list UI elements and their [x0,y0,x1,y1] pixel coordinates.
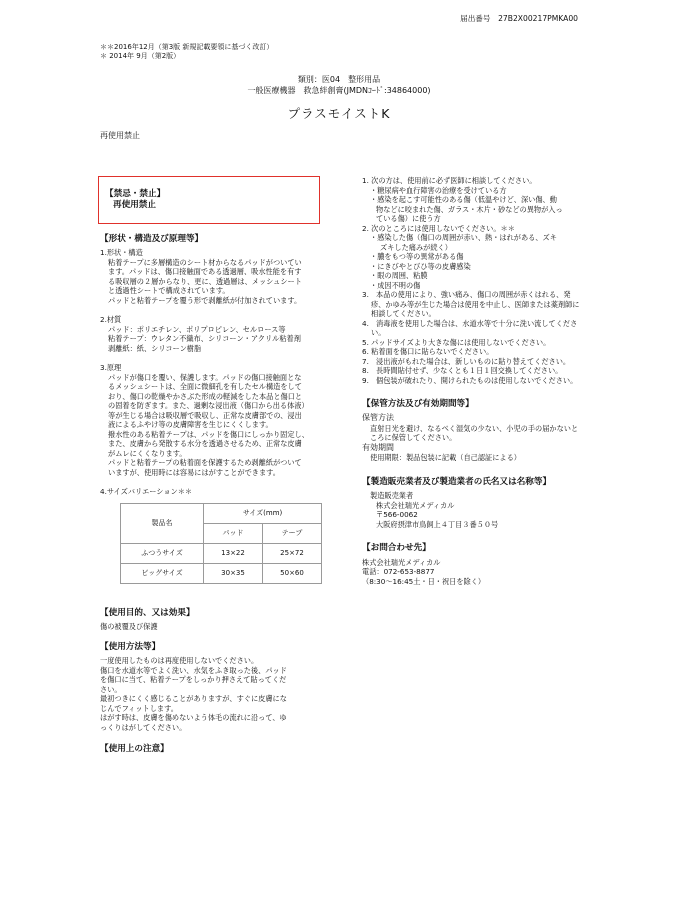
table-row [121,543,322,563]
contraindication-box [98,176,320,224]
caution-item-3: 3. 本品の使用により、強い痛み、傷口の周囲が赤くはれる、発疹、かゆみ等が生じた場合は使用を中止し、医師または薬剤師に相談してください。 [362,290,580,318]
table-cell-tape: 50×60 [263,563,322,583]
table-cell-tape: 25×72 [263,543,322,563]
shape-s1-title: 1.形状・構造 [100,248,143,258]
manufacturer-heading: 【製造販売業者及び製造業者の氏名又は名称等】 [362,476,552,487]
shape-s3-title: 3.原理 [100,363,122,373]
caution-heading: 【使用上の注意】 [100,744,169,755]
storage-method-text: 直射日光を避け、なるべく湿気の少ない、小児の手の届かないところに保管してください。 [370,423,579,443]
caution-item-2: 2. 次のところには使用しないでください。＊＊ [362,223,515,233]
document-title: プラスモイストK [287,106,391,121]
general-name: 一般医療機器 救急絆創膏(JMDNｺｰﾄﾞ:34864000) [247,86,431,95]
caution-item-7: 7. 浸出液がもれた場合は、新しいものに貼り替えてください。 [362,356,571,366]
size-table [120,503,322,584]
text-line: はがす時は、皮膚を傷めないよう体毛の流れに沿って、ゆ [100,713,287,723]
text-line: るメッシュシートは、全面に微細孔を有したセル構造をして [108,382,302,392]
text-line: る吸収層の２層からなり、更に、透過層は、メッシュシート [108,276,302,286]
text-line: 粘着テープ：ウレタン不織布、シリコーン・アクリル粘着剤 [108,334,301,344]
text-line: 撥水性のある粘着テープは、パッドを傷口にしっかり固定し、 [108,429,309,439]
classification: 類別：医04 整形用品 [297,75,381,84]
text-line: 傷口を水道水等でよく洗い、水気をふき取った後、パッド [100,665,287,675]
caution-sub: ・感染した傷（傷口の周囲が赤い、熱・はれがある、ズキ [370,233,557,242]
usage-heading: 【使用方法等】 [100,641,161,652]
revision-line: ＊＊2016年12月（第3版 新規記載要領に基づく改訂） [100,43,274,51]
caution-sub: ている傷）に使う方 [376,214,441,223]
contact-hours: （8:30～16:45土・日・祝日を除く） [362,576,486,586]
shape-s4-title: 4.サイズバリエーション＊＊ [100,487,193,497]
text-line: さい。 [100,684,122,694]
contact-heading: 【お問合わせ先】 [362,543,431,554]
storage-method-label: 保管方法 [362,413,394,423]
table-header-pad: パッド [204,523,263,543]
caution-sub: ズキした痛みが続く） [380,242,452,252]
shape-s2-title: 2.材質 [100,315,122,325]
text-line: を傷口に当て、粘着テープをしっかり押さえて貼ってくだ [100,675,287,685]
text-line: パッド：ポリエチレン、ポリプロピレン、セルロース等 [108,324,286,334]
caution-item-9: 9. 個包装が破れたり、開けられたものは使用しないでください。 [362,375,578,385]
table-row [121,563,322,583]
table-cell-name: ビッグサイズ [121,563,204,583]
expiry-label: 有効期間 [362,442,394,452]
caution-sub: ・にきびやとびひ等の皮膚感染 [370,261,471,271]
caution-item-5: 5. パッドサイズより大きな傷には使用しないでください。 [362,337,551,347]
caution-item-4: 4. 消毒液を使用した場合は、水道水等で十分に洗い流してください。 [362,318,578,337]
revision-line: ＊ 2014年 9月（第2版） [100,52,181,61]
contraindication-text: 再使用禁止 [113,200,156,211]
revision-history [100,43,273,61]
table-header-tape: テープ [263,523,322,543]
text-line: 最初つきにくく感じることがありますが、すぐに皮膚にな [100,694,287,704]
reuse-prohibited-label: 再使用禁止 [100,131,140,140]
shape-s1-body [100,258,338,306]
caution-item-6: 6. 粘着面を傷口に貼らないでください。 [362,347,494,356]
text-line: の固着を防ぎます。また、過剰な浸出液（傷口から出る体液） [108,401,309,411]
caution-item-1: 1. 次の方は、使用前に必ず医師に相談してください。 [362,176,537,185]
text-line: パッドと粘着テープを覆う形で剥離紙が付加されています。 [108,295,302,305]
table-cell-pad: 30×35 [204,563,263,583]
caution-sub: ・感染を起こす可能性のある傷（低温やけど、深い傷、動 [370,195,557,204]
left-column [100,234,338,758]
shape-s3-body [100,373,338,478]
storage-heading: 【保管方法及び有効期間等】 [362,399,474,409]
text-line: 等が生じる場合は吸収層で吸収し、正常な皮膚部での、浸出 [108,410,302,420]
manufacturer-company: 株式会社瑞光メディカル [376,500,455,510]
text-line: 一度使用したものは再度使用しないでください。 [100,656,259,666]
caution-sub: ・膿をもつ等の異常がある傷 [370,252,464,261]
contact-phone: 電話：072-653-8877 [362,567,435,577]
expiry-text: 使用期限：製品包装に記載（自己認証による） [370,453,521,463]
text-line: パッドが傷口を覆い、保護します。パッドの傷口接触面とな [108,372,302,382]
table-header-name: 製品名 [121,503,204,543]
text-line: がムレにくくなります。 [108,448,187,458]
purpose-text: 傷の被覆及び保護 [100,622,158,632]
contact-company: 株式会社瑞光メディカル [362,557,441,567]
right-column [362,176,582,586]
shape-s2-body [100,325,338,354]
text-line: また、皮膚から発散する水分を透過させるため、正常な皮膚 [108,439,302,449]
table-cell-name: ふつうサイズ [121,543,204,563]
manufacturer-role: 製造販売業者 [370,491,414,501]
caution-sub: ・成因不明の傷 [370,280,421,290]
text-line: 粘着テープに多層構造のシート材からなるパッドがついてい [108,257,302,267]
caution-sub: ・糖尿病や血行障害の治療を受けている方 [370,185,507,195]
text-line: じんでフィットします。 [100,703,178,713]
table-cell-pad: 13×22 [204,543,263,563]
text-line: 剥離紙：紙、シリコーン樹脂 [108,343,202,353]
text-line: っくりはがしてください。 [100,722,187,732]
text-line: 液によるふやけ等の皮膚障害を生じにくくします。 [108,420,273,430]
text-line: パッドと粘着テープの粘着面を保護するため剥離紙がついて [108,458,302,468]
text-line: ます。パッドは、傷口接触面である透過層、吸水性能を有す [108,267,302,277]
caution-sub: ・眼の周囲、粘膜 [370,271,428,280]
caution-item-8: 8. 長時間貼付せず、少なくとも１日１回交換してください。 [362,366,563,375]
contraindication-heading: 【禁忌・禁止】 [105,189,166,199]
shape-heading: 【形状・構造及び原理等】 [100,234,204,244]
manufacturer-address: 大阪府摂津市鳥飼上４丁目３番５０号 [376,519,499,529]
purpose-heading: 【使用目的、又は効果】 [100,607,195,618]
text-line: と透過性シートで構成されています。 [108,286,230,296]
caution-sub: 物などに咬まれた傷、ガラス・木片・砂などの異物が入っ [376,204,563,214]
manufacturer-postal: 〒566-0062 [376,510,418,520]
text-line: いますが、使用時には容易にはがすことができます。 [108,467,280,477]
filing-number: 届出番号 27B2X00217PMKA00 [460,14,578,23]
table-header-size: サイズ(mm) [204,503,322,523]
text-line: おり、傷口の乾燥やかさぶた形成の軽減をした本品と傷口と [108,391,303,401]
